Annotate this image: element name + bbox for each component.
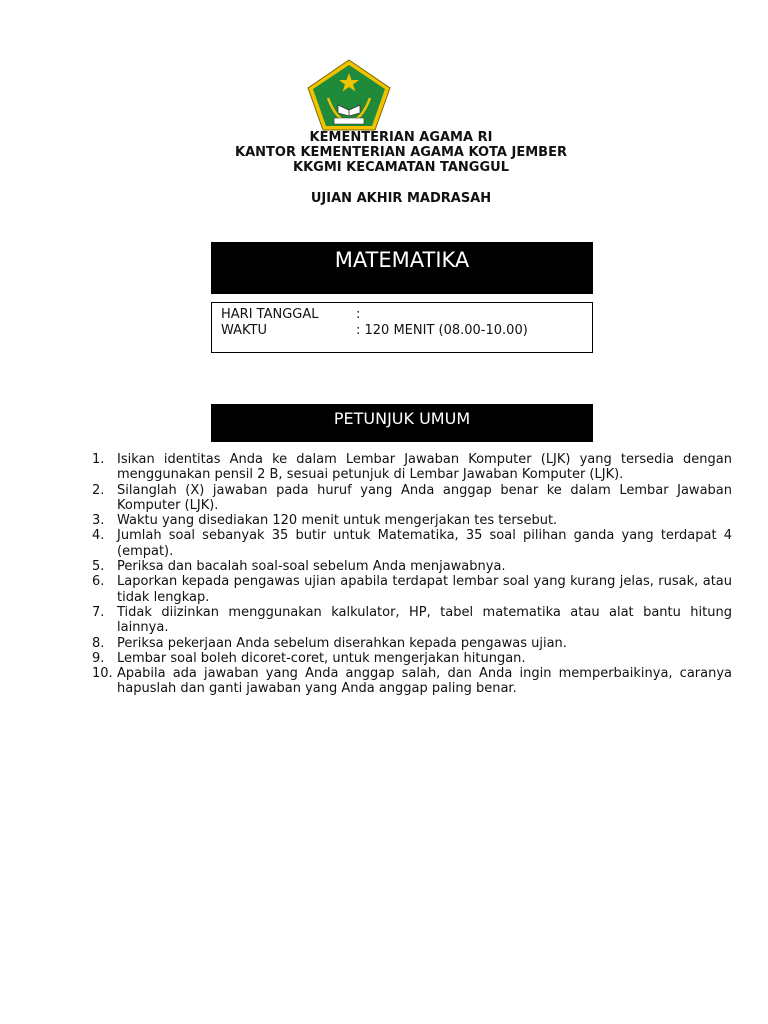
item-text: Periksa dan bacalah soal-soal sebelum Anda menjawabnya.	[117, 559, 506, 575]
item-number: 9.	[92, 650, 105, 666]
list-item	[92, 666, 732, 697]
item-text: Periksa pekerjaan Anda sebelum diserahkan kepada pengawas ujian.	[117, 635, 567, 651]
time-row	[221, 323, 592, 339]
list-item	[92, 452, 732, 483]
item-text: Tidak diizinkan menggunakan kalkulator, HP, tabel matematika atau alat bantu hitung lainnya.	[117, 604, 732, 636]
date-row	[221, 307, 592, 323]
item-text: Isikan identitas Anda ke dalam Lembar Jawaban Komputer (LJK) yang tersedia dengan menggunakan pensil 2 B, sesuai petunjuk di Lembar Jawaban Komputer (LJK).	[117, 452, 732, 483]
item-number: 8.	[92, 635, 105, 651]
item-number: 10.	[92, 666, 113, 682]
document-header	[0, 130, 768, 206]
item-text: Laporkan kepada pengawas ujian apabila terdapat lembar soal yang kurang jelas, rusak, atau tidak lengkap.	[117, 574, 732, 605]
date-label: HARI TANGGAL	[221, 307, 319, 322]
date-value: :	[356, 307, 361, 322]
item-text: Apabila ada jawaban yang Anda anggap salah, dan Anda ingin memperbaikinya, caranya hapuslah dan ganti jawaban yang Anda anggap paling benar.	[117, 666, 732, 697]
list-item	[92, 528, 732, 559]
ministry-title: KEMENTERIAN AGAMA RI	[309, 130, 493, 145]
item-number: 4.	[92, 528, 105, 544]
list-item	[92, 605, 732, 636]
kkgmi-title: KKGMI KECAMATAN TANGGUL	[293, 160, 509, 175]
time-value: : 120 MENIT (08.00-10.00)	[356, 323, 528, 338]
exam-title: UJIAN AKHIR MADRASAH	[310, 191, 492, 206]
office-title: KANTOR KEMENTERIAN AGAMA KOTA JEMBER	[235, 145, 567, 160]
item-number: 6.	[92, 574, 105, 590]
list-item	[92, 636, 732, 651]
item-text: Lembar soal boleh dicoret-coret, untuk mengerjakan hitungan.	[117, 650, 526, 666]
instructions-banner: PETUNJUK UMUM	[211, 404, 593, 442]
item-number: 3.	[92, 513, 105, 529]
item-number: 5.	[92, 559, 105, 575]
item-number: 1.	[92, 452, 105, 467]
list-item	[92, 513, 732, 528]
list-item	[92, 574, 732, 605]
kemenag-emblem-icon	[306, 58, 392, 132]
exam-info-box	[211, 302, 593, 353]
item-text: Jumlah soal sebanyak 35 butir untuk Matematika, 35 soal pilihan ganda yang terdapat 4 (empat).	[117, 528, 732, 559]
item-text: Silanglah (X) jawaban pada huruf yang Anda anggap benar ke dalam Lembar Jawaban Komputer (LJK).	[117, 482, 732, 513]
list-item	[92, 651, 732, 666]
subject-banner: MATEMATIKA	[211, 242, 593, 294]
item-number: 2.	[92, 482, 105, 498]
item-text: Waktu yang disediakan 120 menit untuk mengerjakan tes tersebut.	[117, 513, 558, 529]
list-item	[92, 483, 732, 514]
list-item	[92, 559, 732, 574]
item-number: 7.	[92, 604, 105, 620]
time-label: WAKTU	[221, 323, 268, 338]
instructions-list	[92, 452, 732, 697]
